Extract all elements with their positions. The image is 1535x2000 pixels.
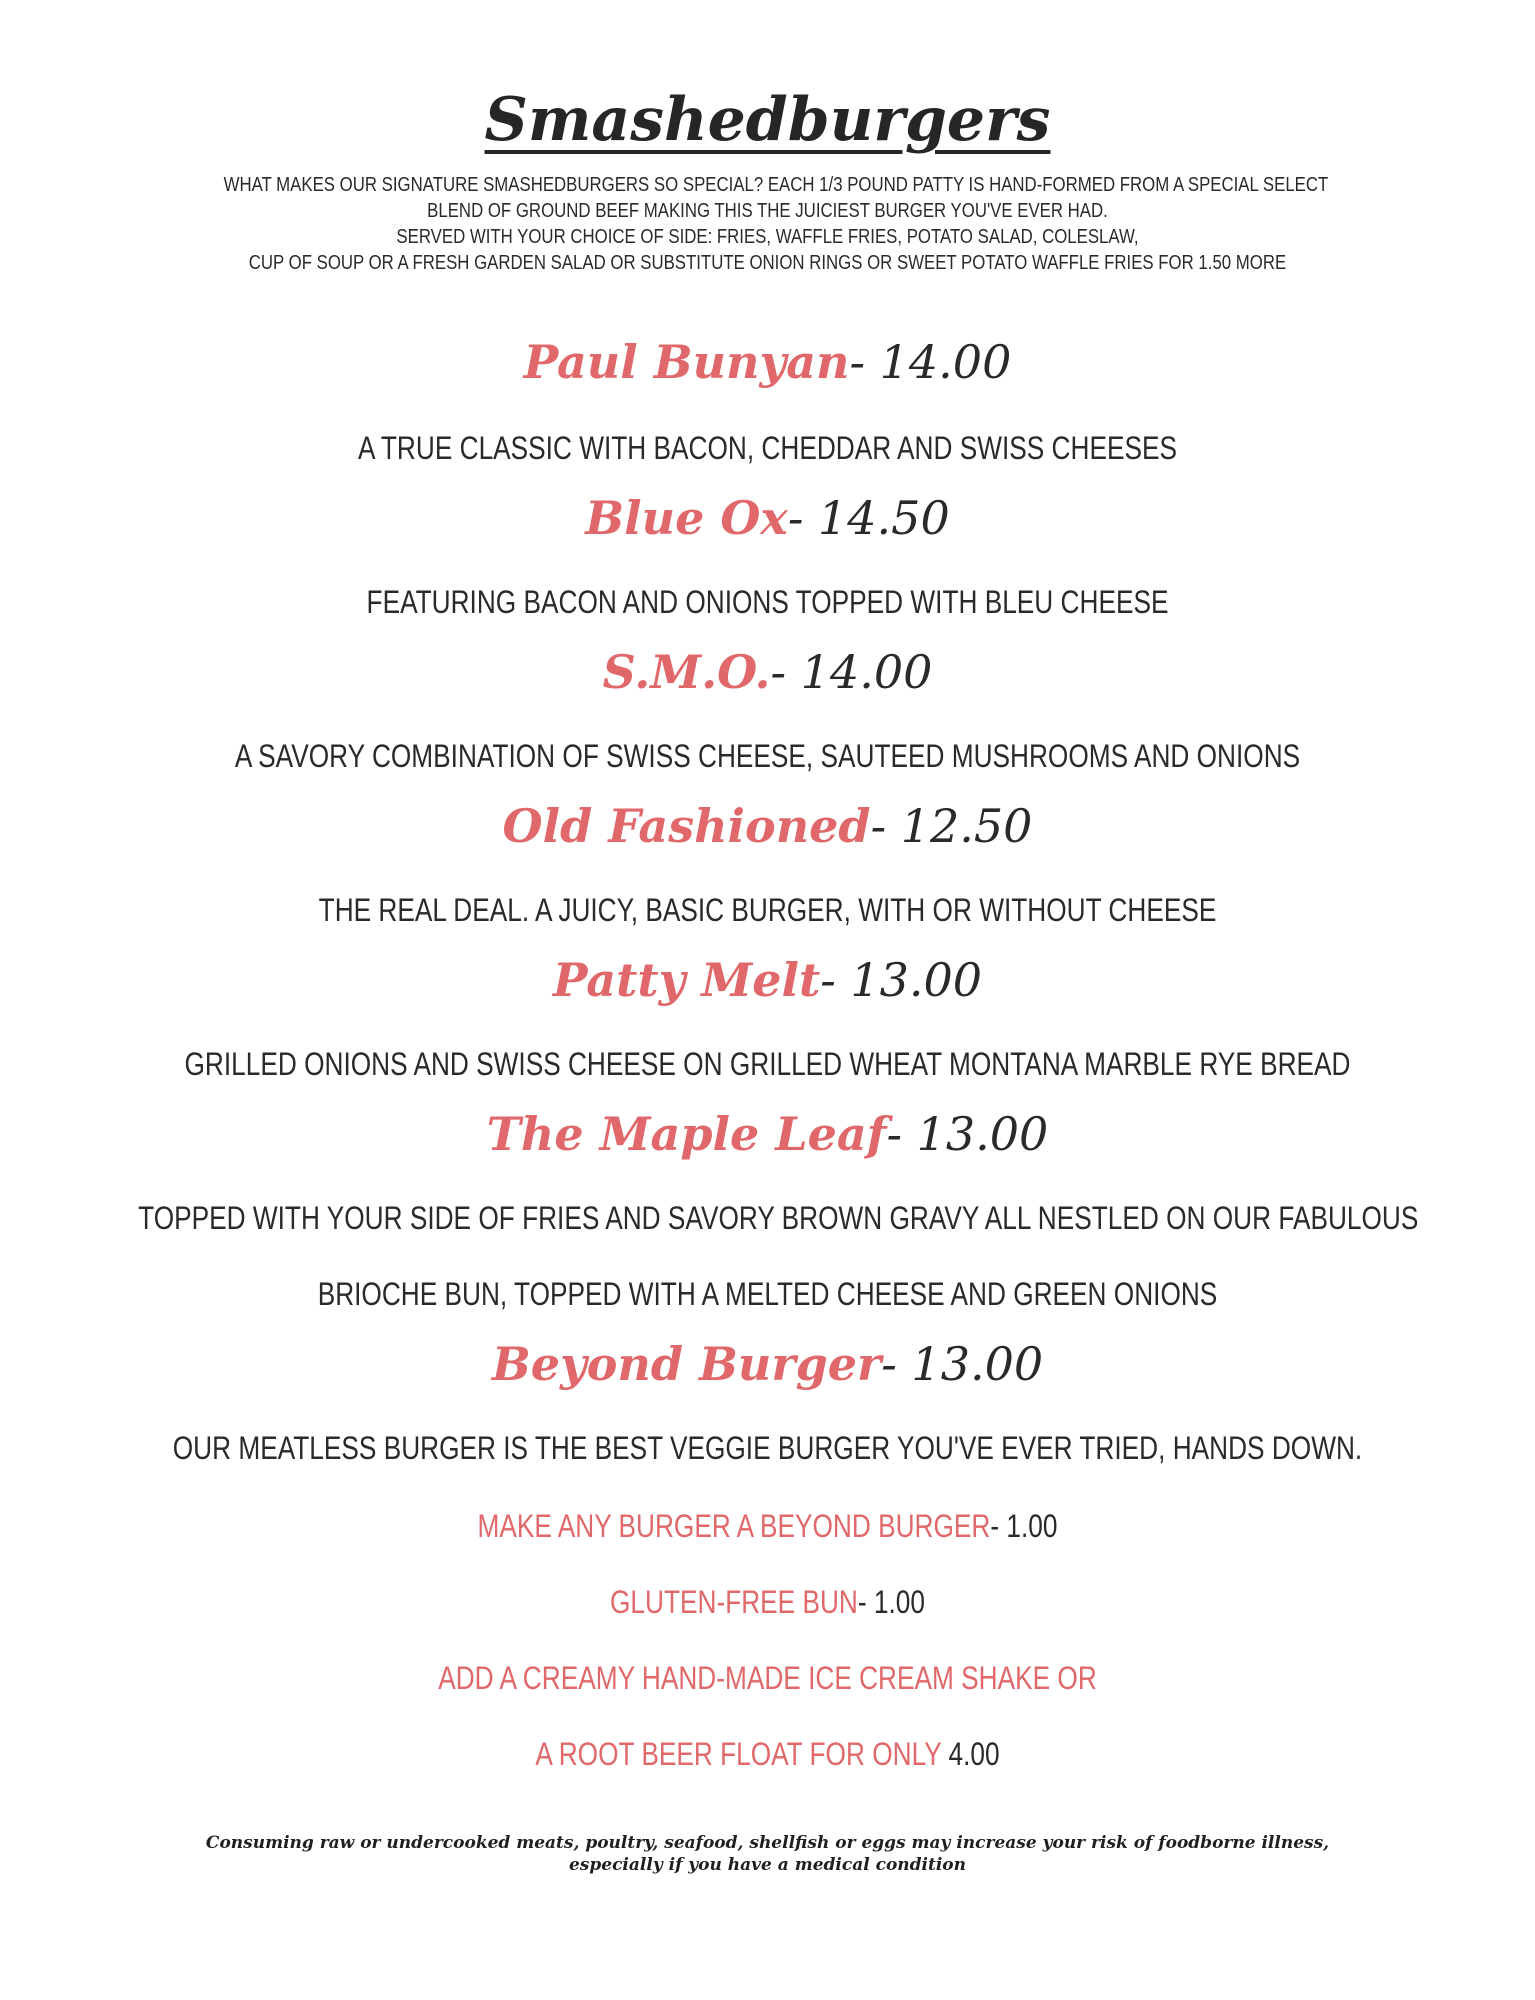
menu-item-heading [0,334,1535,390]
title-text: Smashedburgers [484,85,1051,155]
item-price: - 14.50 [787,491,950,545]
extra-option [138,1734,1397,1774]
item-name: Beyond Burger [491,1337,882,1391]
intro-line: CUP OF SOUP OR A FRESH GARDEN SALAD OR SUBSTITUTE ONION RINGS OR SWEET POTATO WAFFLE FRIES FOR 1.50 MORE [248,252,1287,274]
disclaimer-line: Consuming raw or undercooked meats, poultry, seafood, shellfish or eggs may increase your risk of foodborne illness, [205,1833,1330,1853]
extra-label: GLUTEN-FREE BUN [610,1584,858,1620]
menu-item-heading [0,952,1535,1008]
item-price: - 13.00 [886,1107,1049,1161]
extra-price: - 1.00 [857,1584,925,1620]
item-name: The Maple Leaf [486,1107,887,1161]
item-description: A SAVORY COMBINATION OF SWISS CHEESE, SAUTEED MUSHROOMS AND ONIONS [234,738,1301,774]
menu-item-heading [0,644,1535,700]
item-price: - 12.50 [870,799,1033,853]
item-description: FEATURING BACON AND ONIONS TOPPED WITH BLEU CHEESE [366,584,1169,620]
item-description: A TRUE CLASSIC WITH BACON, CHEDDAR AND SWISS CHEESES [358,430,1177,466]
item-price: - 13.00 [881,1337,1044,1391]
item-name: S.M.O. [602,645,771,699]
extra-label: MAKE ANY BURGER A BEYOND BURGER [477,1508,991,1544]
menu-item-heading [0,490,1535,546]
menu-item-heading [0,798,1535,854]
extra-option [138,1582,1397,1622]
extra-label: ADD A CREAMY HAND-MADE ICE CREAM SHAKE OR [438,1660,1097,1696]
item-name: Paul Bunyan [523,335,850,389]
intro-line: BLEND OF GROUND BEEF MAKING THIS THE JUICIEST BURGER YOU'VE EVER HAD. [427,200,1108,222]
extra-price: - 1.00 [990,1508,1058,1544]
item-price: - 14.00 [770,645,933,699]
item-description: TOPPED WITH YOUR SIDE OF FRIES AND SAVORY BROWN GRAVY ALL NESTLED ON OUR FABULOUS [138,1200,1419,1236]
extra-option [138,1658,1397,1698]
extra-price: 4.00 [948,1736,1000,1772]
extra-option [138,1506,1397,1546]
item-description: BRIOCHE BUN, TOPPED WITH A MELTED CHEESE AND GREEN ONIONS [317,1276,1218,1312]
item-description: GRILLED ONIONS AND SWISS CHEESE ON GRILLED WHEAT MONTANA MARBLE RYE BREAD [184,1046,1351,1082]
item-description: OUR MEATLESS BURGER IS THE BEST VEGGIE BURGER YOU'VE EVER TRIED, HANDS DOWN. [172,1430,1363,1466]
item-name: Patty Melt [552,953,821,1007]
item-price: - 14.00 [849,335,1012,389]
intro-line: SERVED WITH YOUR CHOICE OF SIDE: FRIES, WAFFLE FRIES, POTATO SALAD, COLESLAW, [396,226,1139,248]
menu-item-heading [0,1336,1535,1392]
intro-text [223,172,1329,276]
page-title [0,84,1535,156]
extra-label: A ROOT BEER FLOAT FOR ONLY [535,1736,949,1772]
disclaimer-line: especially if you have a medical condition [568,1855,967,1875]
item-price: - 13.00 [820,953,983,1007]
item-name: Blue Ox [585,491,788,545]
menu-item-heading [0,1106,1535,1162]
health-disclaimer [0,1832,1535,1876]
intro-line: WHAT MAKES OUR SIGNATURE SMASHEDBURGERS SO SPECIAL? EACH 1/3 POUND PATTY IS HAND-FORMED FROM A SPECIAL SELECT [223,174,1329,196]
item-description: THE REAL DEAL. A JUICY, BASIC BURGER, WITH OR WITHOUT CHEESE [318,892,1217,928]
item-name: Old Fashioned [502,799,871,853]
